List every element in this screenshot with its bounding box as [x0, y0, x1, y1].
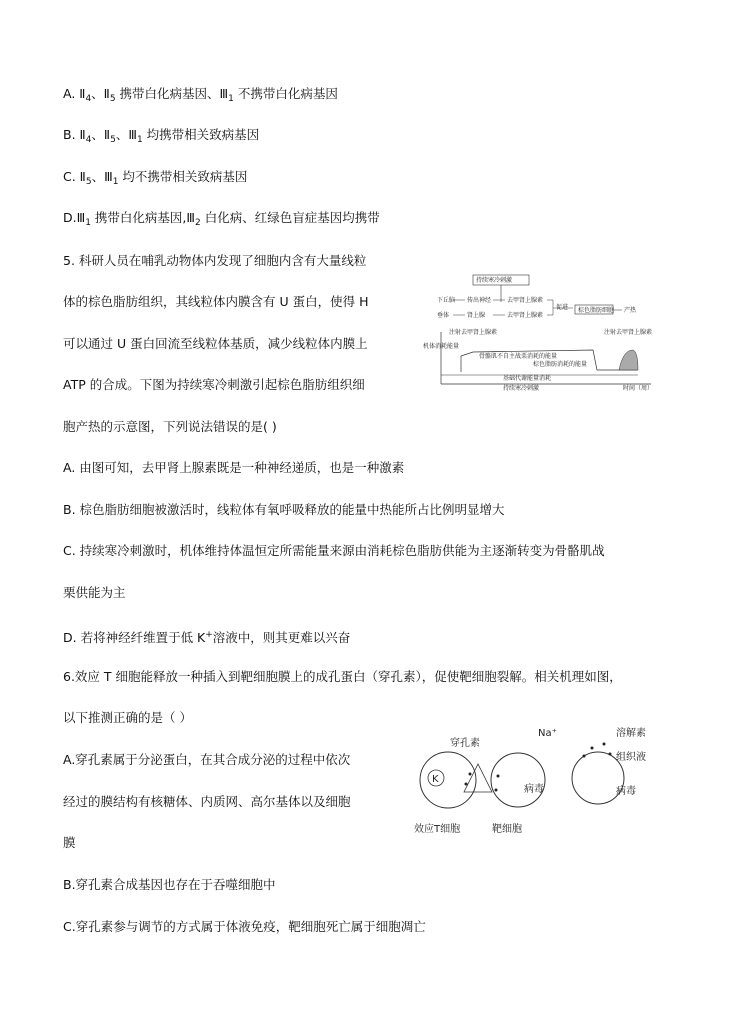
fig6-virus1: 病毒: [524, 784, 544, 795]
q6-line1: 6.效应 T 细胞能释放一种插入到靶细胞膜上的成孔蛋白（穿孔素），促使靶细胞裂解。相关机理如图，: [63, 669, 622, 684]
fig6-tcell: 效应T细胞: [414, 824, 461, 835]
option-4d: $D.Ⅲ_1$ 携带白化病基因$,Ⅲ_2$ 白化病、红绿色盲症基因均携带: [63, 210, 380, 228]
q5-line5: 胞产热的示意图，下列说法错误的是( ): [63, 419, 277, 434]
fig6-target: 靶细胞: [492, 824, 522, 835]
fig5-inj1: 注射去甲肾上腺素: [449, 329, 498, 336]
fig5-r1a: 下丘脑: [437, 297, 456, 304]
fig6-perforin: 穿孔素: [450, 738, 480, 749]
fig6-lysozyme: 溶解素: [616, 728, 646, 739]
q6-line2: 以下推测正确的是（ ）: [63, 710, 192, 725]
fig5-ylab: 机体消耗能量: [423, 343, 460, 350]
fig5-inj2: 注射去甲肾上腺素: [604, 329, 653, 336]
fig6-virus2: 病毒: [616, 786, 636, 797]
q6-option-b: B.穿孔素合成基因也存在于吞噬细胞中: [63, 877, 276, 892]
q5-line3: 可以通过 U 蛋白回流至线粒体基质，减少线粒体内膜上: [63, 336, 368, 351]
q6-option-c: C.穿孔素参与调节的方式属于体液免疫，靶细胞死亡属于细胞凋亡: [63, 919, 426, 934]
fig5-top: 持续寒冷刺激: [476, 277, 513, 284]
fig5-r2b: 肾上腺: [467, 312, 486, 319]
thermogenesis-diagram: [423, 272, 673, 394]
fig6-na: Na⁺: [538, 728, 557, 739]
fig5-xstim: 持续寒冷刺激: [503, 385, 540, 392]
q6-option-a-line1: A.穿孔素属于分泌蛋白，在其合成分泌的过程中依次: [63, 752, 351, 767]
fig5-heat: 产热: [624, 307, 637, 314]
q5-option-d: D. 若将神经纤维置于低 K+溶液中，则其更难以兴奋: [63, 630, 351, 646]
fig6-tissue: 组织液: [616, 752, 646, 763]
fig5-xtime: 时间（周）: [623, 385, 654, 392]
q5-line2: 体的棕色脂肪组织，其线粒体内膜含有 U 蛋白，使得 H: [63, 294, 369, 309]
q5-option-a: A. 由图可知，去甲肾上腺素既是一种神经递质，也是一种激素: [63, 460, 405, 475]
fig5-base: 基础代谢能量消耗: [503, 375, 552, 382]
fig6-k: K: [432, 774, 439, 785]
fig5-r2c: 去甲肾上腺素: [507, 312, 544, 319]
q6-option-a-line2: 经过的膜结构有核糖体、内质网、高尔基体以及细胞: [63, 794, 351, 809]
q5-line1: 5. 科研人员在哺乳动物体内发现了细胞内含有大量线粒: [63, 253, 367, 268]
fig5-r1b: 传出神经: [467, 297, 492, 304]
q5-option-b: B. 棕色脂肪细胞被激活时，线粒体有氧呼吸释放的能量中热能所占比例明显增大: [63, 502, 505, 517]
fig5-promote: 促进: [556, 304, 569, 311]
perforin-diagram: [408, 720, 678, 840]
q5-line4: ATP 的合成。下图为持续寒冷刺激引起棕色脂肪组织细: [63, 377, 365, 392]
q6-option-a-line3: 膜: [63, 835, 76, 850]
q5-option-c-line1: C. 持续寒冷刺激时，机体维持体温恒定所需能量来源由消耗棕色脂肪供能为主逐渐转变为骨骼肌战: [63, 543, 605, 558]
fig5-r2a: 垂体: [437, 312, 450, 319]
fig5-brown: 棕色脂肪消耗的能量: [533, 361, 588, 368]
option-4a: A. $Ⅱ_4$、$Ⅱ_5$ 携带白化病基因、$Ⅲ_1$ 不携带白化病基因: [63, 86, 338, 104]
fig5-r1c: 去甲肾上腺素: [507, 297, 544, 304]
option-4c: C. $Ⅱ_5$、$Ⅲ_1$ 均不携带相关致病基因: [63, 169, 248, 187]
option-4b: B. $Ⅱ_4$、$Ⅱ_5$、$Ⅲ_1$ 均携带相关致病基因: [63, 127, 260, 145]
q5-option-c-line2: 栗供能为主: [63, 585, 126, 600]
fig5-target: 棕色脂肪细胞: [578, 307, 615, 314]
fig5-low: 骨骼肌不自主战栗消耗的能量: [479, 353, 558, 360]
